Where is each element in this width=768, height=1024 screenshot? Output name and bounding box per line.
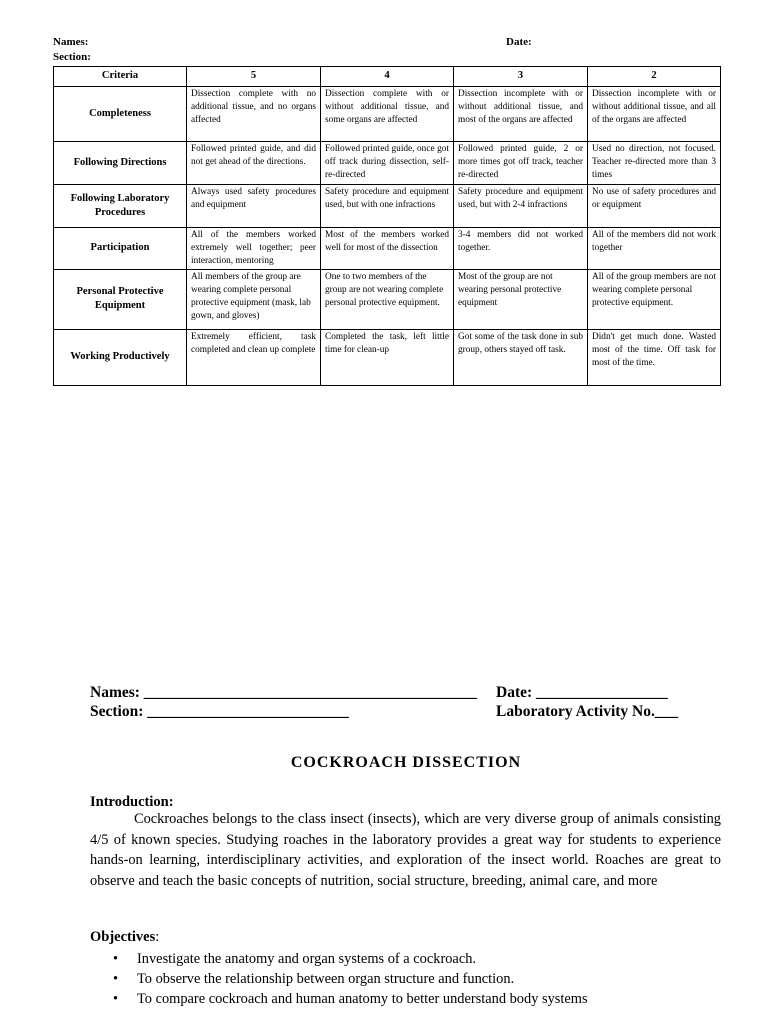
bullet-icon: • [113, 991, 119, 1007]
rubric-cell: All of the group members are not wearing complete personal protective equipment. [588, 269, 721, 329]
rubric-cell: Safety procedure and equipment used, but with 2-4 infractions [454, 184, 588, 227]
rubric-cell: Always used safety procedures and equipment [187, 184, 321, 227]
criteria-cell: Following Laboratory Procedures [54, 184, 187, 227]
objective-text: To compare cockroach and human anatomy to better understand body systems [137, 991, 588, 1007]
date-line: Date: _________________ [496, 684, 668, 701]
rubric-cell: Used no direction, not focused. Teacher re-directed more than 3 times [588, 141, 721, 184]
table-row [54, 227, 721, 269]
introduction-heading: Introduction: [90, 794, 174, 810]
rubric-cell: Dissection incomplete with or without additional tissue, and most of the organs are affected [454, 86, 588, 141]
column-header-score-3: 3 [454, 67, 588, 87]
list-item [113, 989, 588, 1009]
rubric-cell: Dissection complete with no additional tissue, and no organs affected [187, 86, 321, 141]
rubric-cell: All members of the group are wearing complete personal protective equipment (mask, lab gown, and gloves) [187, 269, 321, 329]
objectives-list [113, 949, 588, 1009]
table-row [54, 329, 721, 385]
introduction-text: Cockroaches belongs to the class insect (insects), which are very diverse group of animals consisting 4/5 of known species. Studying roaches in the laboratory provides a great way for students to experience hands-on learning, interdisciplinary activities, and exploration of the insect world. Roaches are great to observe and teach the basic concepts of nutrition, social structure, breeding, animal care, and more [90, 811, 721, 889]
column-header-criteria: Criteria [54, 67, 187, 87]
objective-text: To observe the relationship between organ structure and function. [137, 971, 515, 987]
bullet-icon: • [113, 971, 119, 987]
objective-text: Investigate the anatomy and organ systems of a cockroach. [137, 951, 477, 967]
bullet-icon: • [113, 951, 119, 967]
criteria-cell: Completeness [54, 86, 187, 141]
column-header-score-4: 4 [321, 67, 454, 87]
rubric-cell: Dissection complete with or without additional tissue, and some organs are affected [321, 86, 454, 141]
rubric-cell: All of the members did not work together [588, 227, 721, 269]
rubric-cell: Followed printed guide, and did not get ahead of the directions. [187, 141, 321, 184]
criteria-cell: Working Productively [54, 329, 187, 385]
rubric-cell: Followed printed guide, 2 or more times got off track, teacher re-directed [454, 141, 588, 184]
rubric-cell: Extremely efficient, task completed and clean up complete [187, 329, 321, 385]
table-row [54, 86, 721, 141]
list-item [113, 969, 588, 989]
criteria-cell: Personal Protective Equipment [54, 269, 187, 329]
introduction-paragraph [90, 809, 721, 891]
rubric-cell: Most of the group are not wearing personal protective equipment [454, 269, 588, 329]
table-row [54, 141, 721, 184]
objectives-heading: Objectives [90, 929, 156, 945]
rubric-cell: Completed the task, left little time for clean-up [321, 329, 454, 385]
rubric-cell: One to two members of the group are not wearing complete personal protective equipment. [321, 269, 454, 329]
section-label: Section: [53, 51, 91, 63]
activity-number-line: Laboratory Activity No.___ [496, 703, 679, 720]
page-title: COCKROACH DISSECTION [290, 754, 522, 771]
rubric-table [53, 66, 721, 386]
rubric-header-row [54, 67, 721, 87]
table-row [54, 269, 721, 329]
rubric-cell: 3-4 members did not worked together. [454, 227, 588, 269]
list-item [113, 949, 588, 969]
objectives-heading-line [90, 929, 159, 946]
names-line: Names: ___________________________________________ [90, 684, 478, 701]
rubric-cell: Followed printed guide, once got off track during dissection, self-re-directed [321, 141, 454, 184]
criteria-cell: Participation [54, 227, 187, 269]
column-header-score-5: 5 [187, 67, 321, 87]
rubric-cell: Didn't get much done. Wasted most of the time. Off task for most of the time. [588, 329, 721, 385]
rubric-cell: All of the members worked extremely well together; peer interaction, mentoring [187, 227, 321, 269]
column-header-score-2: 2 [588, 67, 721, 87]
rubric-cell: Dissection incomplete with or without additional tissue, and all of the organs are affected [588, 86, 721, 141]
rubric-cell: Most of the members worked well for most of the dissection [321, 227, 454, 269]
section-line: Section: __________________________ [90, 703, 349, 720]
criteria-cell: Following Directions [54, 141, 187, 184]
date-label: Date: [506, 36, 532, 48]
names-label: Names: [53, 36, 89, 48]
rubric-cell: Got some of the task done in sub group, others stayed off task. [454, 329, 588, 385]
rubric-cell: Safety procedure and equipment used, but with one infractions [321, 184, 454, 227]
rubric-cell: No use of safety procedures and or equipment [588, 184, 721, 227]
objectives-colon: : [155, 929, 160, 945]
table-row [54, 184, 721, 227]
